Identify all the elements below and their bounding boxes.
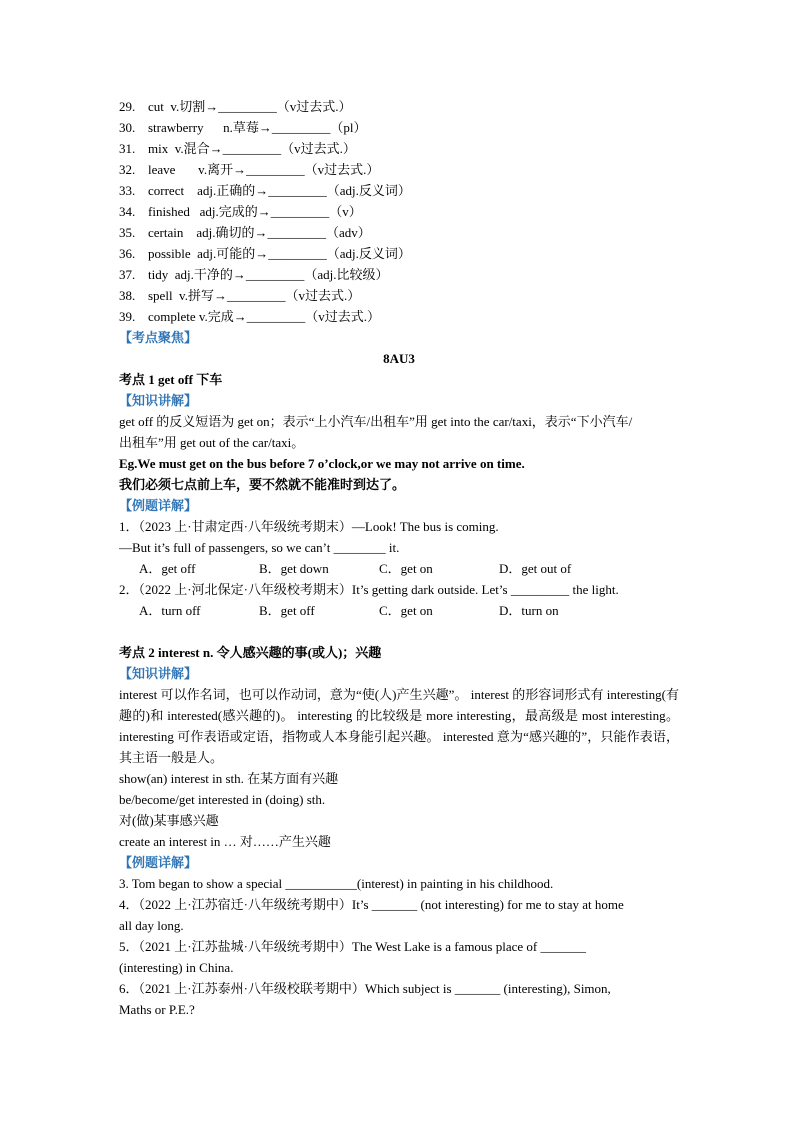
vocab-item bbox=[119, 201, 679, 222]
vocab-text: spell v.拼写→_________（v过去式.） bbox=[148, 288, 361, 303]
vocab-text: possible adj.可能的→_________（adj.反义词） bbox=[148, 246, 411, 261]
vocab-item bbox=[119, 138, 679, 159]
focus-tag: 【考点聚焦】 bbox=[119, 330, 198, 345]
vocab-item bbox=[119, 180, 679, 201]
question-1-option-a: A．get off bbox=[139, 561, 196, 576]
section-spacer bbox=[119, 621, 679, 642]
question-6-line2: Maths or P.E.? bbox=[119, 1002, 195, 1017]
vocab-number: 29. bbox=[119, 99, 136, 114]
point1-example-en: Eg.We must get on the bus before 7 o’clock,or we may not arrive on time. bbox=[119, 456, 525, 471]
vocab-item bbox=[119, 306, 679, 327]
vocab-number: 30. bbox=[119, 120, 136, 135]
question-1-option-d: D．get out of bbox=[499, 561, 572, 576]
vocab-number: 37. bbox=[119, 267, 136, 282]
question-1-line1: 1．（2023 上·甘肃定西·八年级统考期末）—Look! The bus is coming. bbox=[119, 519, 499, 534]
vocab-number: 35. bbox=[119, 225, 136, 240]
vocab-list bbox=[119, 96, 679, 327]
point2-explain: interest 可以作名词，也可以作动词，意为“使(人)产生兴趣”。 interest 的形容词形式有 interesting(有趣的)和 interested(感兴趣的)。 interesting 的比较级是 more interesting，最高级是 most interesting。 interesting 可作表语或定语，指物或人本身能引起兴趣。 interested 意为“感兴趣的”，只能作表语，其主语一般是人。 bbox=[119, 687, 679, 765]
vocab-number: 39. bbox=[119, 309, 136, 324]
page-content bbox=[119, 96, 679, 1020]
vocab-text: cut v.切割→_________（v过去式.） bbox=[148, 99, 352, 114]
question-2-options bbox=[119, 600, 679, 621]
question-2-option-b: B．get off bbox=[259, 603, 315, 618]
vocab-text: leave v.离开→_________（v过去式.） bbox=[148, 162, 380, 177]
vocab-number: 38. bbox=[119, 288, 136, 303]
question-1-option-b: B．get down bbox=[259, 561, 329, 576]
vocab-text: mix v.混合→_________（v过去式.） bbox=[148, 141, 356, 156]
vocab-item bbox=[119, 285, 679, 306]
question-4-line2: all day long. bbox=[119, 918, 184, 933]
vocab-text: certain adj.确切的→_________（adv） bbox=[148, 225, 371, 240]
question-5-line1: 5．（2021 上·江苏盐城·八年级统考期中）The West Lake is a famous place of _______ bbox=[119, 939, 586, 954]
phrase-2: be/become/get interested in (doing) sth. bbox=[119, 792, 326, 807]
phrase-4: create an interest in … 对……产生兴趣 bbox=[119, 834, 331, 849]
question-2-option-c: C．get on bbox=[379, 603, 433, 618]
vocab-text: strawberry n.草莓→_________（pl） bbox=[148, 120, 367, 135]
question-2-option-a: A．turn off bbox=[139, 603, 201, 618]
point1-explain-line2: 出租车”用 get out of the car/taxi。 bbox=[119, 435, 305, 450]
vocab-item bbox=[119, 96, 679, 117]
vocab-text: correct adj.正确的→_________（adj.反义词） bbox=[148, 183, 411, 198]
vocab-number: 32. bbox=[119, 162, 136, 177]
point1-title: 考点 1 get off 下车 bbox=[119, 372, 223, 387]
point2-examples-tag: 【例题详解】 bbox=[119, 855, 198, 870]
point1-example-cn: 我们必须七点前上车，要不然就不能准时到达了。 bbox=[119, 477, 406, 492]
vocab-item bbox=[119, 243, 679, 264]
vocab-text: finished adj.完成的→_________（v） bbox=[148, 204, 362, 219]
point2-explain-tag: 【知识讲解】 bbox=[119, 666, 198, 681]
vocab-item bbox=[119, 264, 679, 285]
unit-title: 8AU3 bbox=[383, 351, 415, 366]
question-5-line2: (interesting) in China. bbox=[119, 960, 234, 975]
question-4-line1: 4．（2022 上·江苏宿迁·八年级统考期中）It’s _______ (not interesting) for me to stay at home bbox=[119, 897, 624, 912]
question-6-line1: 6．（2021 上·江苏泰州·八年级校联考期中）Which subject is _______ (interesting), Simon, bbox=[119, 981, 611, 996]
question-1-line2: —But it’s full of passengers, so we can’t ________ it. bbox=[119, 540, 400, 555]
point2-title: 考点 2 interest n. 令人感兴趣的事(或人)；兴趣 bbox=[119, 645, 382, 660]
vocab-number: 36. bbox=[119, 246, 136, 261]
question-3: 3. Tom began to show a special ___________(interest) in painting in his childhood. bbox=[119, 876, 554, 891]
question-2-line1: 2．（2022 上·河北保定·八年级校考期末）It’s getting dark outside. Let’s _________ the light. bbox=[119, 582, 619, 597]
point1-explain-line1: get off 的反义短语为 get on；表示“上小汽车/出租车”用 get into the car/taxi，表示“下小汽车/ bbox=[119, 414, 633, 429]
vocab-item bbox=[119, 117, 679, 138]
phrase-1: show(an) interest in sth. 在某方面有兴趣 bbox=[119, 771, 339, 786]
vocab-text: complete v.完成→_________（v过去式.） bbox=[148, 309, 381, 324]
vocab-text: tidy adj.干净的→_________（adj.比较级） bbox=[148, 267, 389, 282]
question-1-option-c: C．get on bbox=[379, 561, 433, 576]
vocab-number: 31. bbox=[119, 141, 136, 156]
question-2-option-d: D．turn on bbox=[499, 603, 559, 618]
vocab-item bbox=[119, 222, 679, 243]
question-1-options bbox=[119, 558, 679, 579]
point1-examples-tag: 【例题详解】 bbox=[119, 498, 198, 513]
vocab-number: 33. bbox=[119, 183, 136, 198]
phrase-3: 对(做)某事感兴趣 bbox=[119, 813, 219, 828]
point1-explain-tag: 【知识讲解】 bbox=[119, 393, 198, 408]
vocab-number: 34. bbox=[119, 204, 136, 219]
vocab-item bbox=[119, 159, 679, 180]
